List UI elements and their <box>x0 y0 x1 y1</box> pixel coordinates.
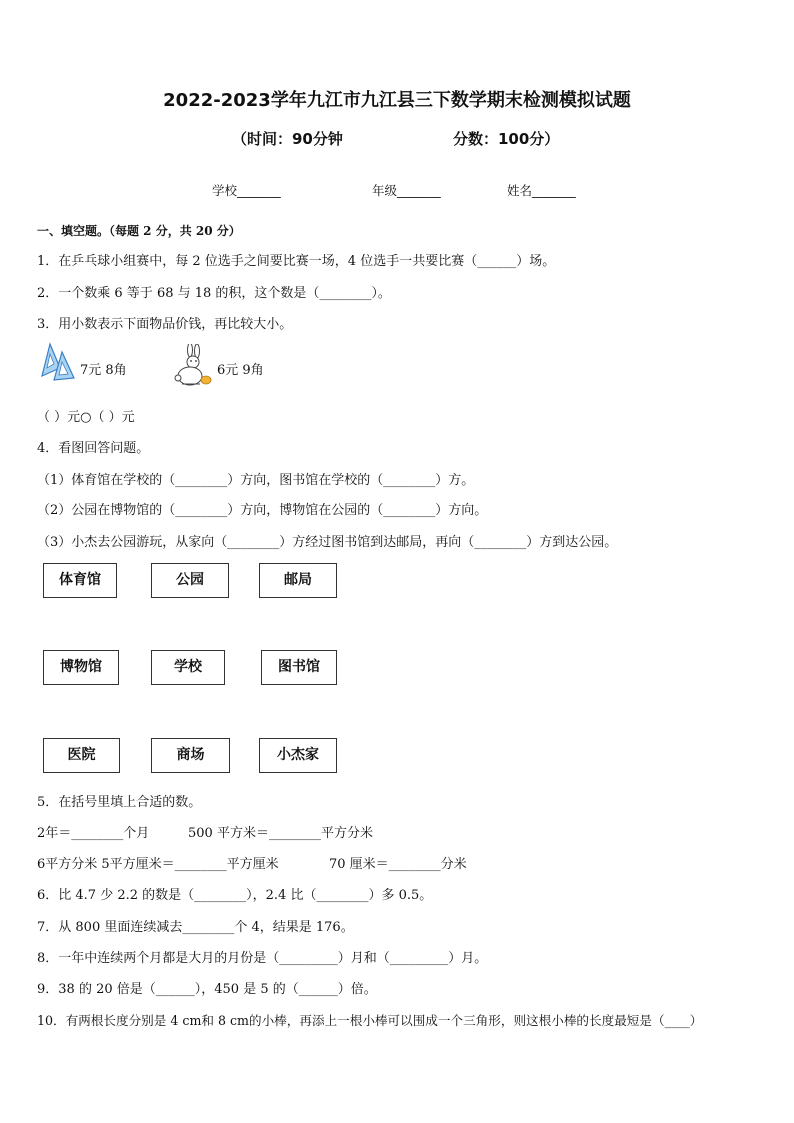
question-1: 1．在乒乓球小组赛中，每 2 位选手之间要比赛一场，4 位选手一共要比赛（______）场。 <box>37 254 556 269</box>
map-library: 图书馆 <box>261 650 337 685</box>
question-8: 8．一年中连续两个月都是大月的月份是（_________）月和（_________）月。 <box>37 951 488 966</box>
question-2: 2．一个数乘 6 等于 68 与 18 的积，这个数是（________）。 <box>37 286 391 301</box>
page-title: 2022-2023学年九江市九江县三下数学期末检测模拟试题 <box>163 90 631 111</box>
question-5-row1b: 500 平方米＝________平方分米 <box>188 826 373 841</box>
question-9: 9．38 的 20 倍是（______），450 是 5 的（______）倍。 <box>37 982 377 997</box>
triangle-ruler-icon <box>40 342 76 386</box>
question-5-row1a: 2年＝________个月 <box>37 826 150 841</box>
map-hospital: 医院 <box>43 738 120 773</box>
question-5-row2b: 70 厘米＝________分米 <box>329 857 467 872</box>
question-3: 3．用小数表示下面物品价钱，再比较大小。 <box>37 317 293 332</box>
exam-time: （时间：90分钟 <box>232 130 343 148</box>
question-7: 7．从 800 里面连续减去________个 4，结果是 176。 <box>37 920 354 935</box>
question-5-row2a: 6平方分米 5平方厘米＝________平方厘米 <box>37 857 279 872</box>
map-museum: 博物馆 <box>43 650 119 685</box>
name-field: 姓名_______ <box>507 183 576 198</box>
question-4-1: （1）体育馆在学校的（________）方向，图书馆在学校的（________）方。 <box>37 473 475 488</box>
question-5: 5．在括号里填上合适的数。 <box>37 795 202 810</box>
section-title: 一、填空题。（每题 2 分，共 20 分） <box>37 224 241 238</box>
question-3-answer: （ ）元○（ ）元 <box>37 410 135 425</box>
map-school: 学校 <box>151 650 225 685</box>
question-4: 4．看图回答问题。 <box>37 441 150 456</box>
question-4-2: （2）公园在博物馆的（________）方向，博物馆在公园的（________）方向。 <box>37 503 488 518</box>
question-6: 6．比 4.7 少 2.2 的数是（________），2.4 比（________）多 0.5。 <box>37 888 433 903</box>
map-park: 公园 <box>151 563 229 598</box>
grade-field: 年级_______ <box>372 183 441 198</box>
rabbit-toy-icon <box>170 344 216 392</box>
map-post-office: 邮局 <box>259 563 337 598</box>
question-4-3: （3）小杰去公园游玩，从家向（________）方经过图书馆到达邮局，再向（________）方到达公园。 <box>37 535 618 550</box>
map-mall: 商场 <box>151 738 230 773</box>
exam-score: 分数：100分） <box>453 130 560 148</box>
map-gym: 体育馆 <box>43 563 117 598</box>
price-ruler: 7元 8角 <box>80 363 127 378</box>
map-home: 小杰家 <box>259 738 337 773</box>
price-rabbit: 6元 9角 <box>217 363 264 378</box>
school-field: 学校_______ <box>212 183 281 198</box>
question-10: 10．有两根长度分别是 4 cm和 8 cm的小棒，再添上一根小棒可以围成一个三角形，则这根小棒的长度最短是（____） <box>37 1013 703 1028</box>
